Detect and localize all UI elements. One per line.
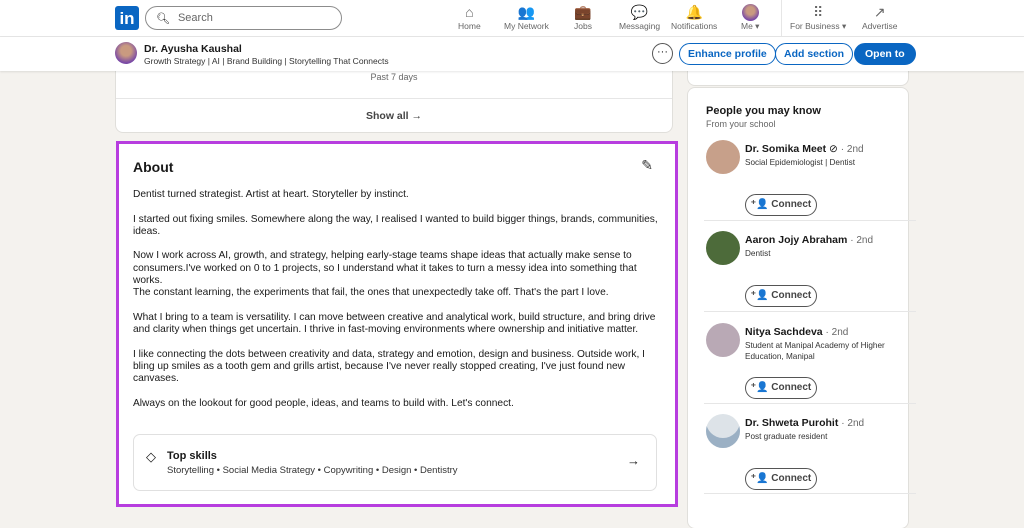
person-name[interactable]: Dr. Somika Meet ⊘ · 2nd (745, 143, 864, 155)
profile-avatar (115, 42, 137, 64)
pymk-subtitle: From your school (706, 119, 776, 129)
about-title: About (133, 159, 174, 175)
bell-icon: 🔔 (685, 4, 703, 20)
nav-jobs[interactable] (574, 4, 592, 31)
nav-for-business[interactable] (790, 4, 846, 32)
add-person-icon: ⁺👤 (750, 199, 769, 210)
more-button[interactable]: ··· (652, 43, 673, 64)
connect-button[interactable]: ⁺👤 Connect (745, 377, 817, 399)
avatar[interactable] (706, 414, 740, 448)
nav-my-network[interactable] (504, 4, 549, 31)
briefcase-icon: 💼 (574, 4, 592, 20)
verified-icon: ⊘ (829, 143, 838, 155)
advertise-icon: ↗ (873, 4, 886, 20)
search-placeholder: Search (177, 12, 213, 24)
person-headline: Student at Manipal Academy of Higher Education, Manipal (745, 341, 885, 361)
avatar (741, 4, 759, 21)
nav-label: Jobs (574, 21, 592, 31)
nav-messaging[interactable] (619, 4, 660, 31)
nav-home[interactable] (458, 4, 481, 31)
show-all-link[interactable]: Show all → (365, 110, 422, 122)
about-paragraph: Dentist turned strategist. Artist at heart. Storyteller by instinct. (133, 189, 409, 200)
about-paragraph: I like connecting the dots between creativity and data, strategy and emotion, design and business. Outside work, I bling up smiles as a tooth gem and grills artist, because I've never really stopped creating, I've just found new canvases. (133, 348, 645, 385)
nav-label: Messaging (619, 21, 661, 31)
divider (704, 493, 916, 494)
enhance-profile-button[interactable]: Enhance profile (679, 43, 776, 65)
nav-label: Me ▾ (741, 21, 760, 31)
profile-headline: Growth Strategy | AI | Brand Building | Storytelling That Connects (144, 56, 389, 66)
connect-button[interactable]: ⁺👤 Connect (745, 194, 817, 216)
person-name[interactable]: Aaron Jojy Abraham · 2nd (745, 234, 874, 246)
nav-notifications[interactable] (671, 4, 717, 31)
nav-label: Advertise (862, 21, 898, 31)
edit-pencil-icon[interactable]: ✎ (641, 157, 653, 173)
person-headline: Social Epidemiologist | Dentist (745, 158, 855, 167)
about-paragraph: Always on the lookout for good people, ideas, and teams to build with. Let's connect. (133, 398, 514, 410)
avatar[interactable] (706, 140, 740, 174)
connect-button[interactable]: ⁺👤 Connect (745, 285, 817, 307)
nav-label: For Business ▾ (790, 21, 847, 31)
network-icon: 👥 (517, 4, 536, 20)
diamond-icon: ◇ (146, 449, 156, 464)
person-headline: Dentist (745, 249, 771, 258)
people-you-may-know (688, 88, 908, 528)
nav-me[interactable] (741, 4, 759, 32)
add-person-icon: ⁺👤 (750, 290, 769, 301)
nav-advertise[interactable] (862, 4, 897, 31)
about-text (133, 189, 663, 423)
top-skills-list: Storytelling • Social Media Strategy • Copywriting • Design • Dentistry (167, 465, 458, 476)
nav-divider (781, 0, 782, 37)
divider (704, 220, 916, 221)
period-label: Past 7 days (370, 72, 418, 82)
message-icon: 💬 (630, 4, 649, 20)
linkedin-logo[interactable]: in (115, 6, 139, 30)
about-paragraph: Now I work across AI, growth, and strategy, helping early-stage teams shape ideas that actually make sense to consumers.I've worked on 0 to 1 projects, so I understand what it takes to turn a messy idea into something that works. The constant learning, the experiments that fail, the ones that unexpectedly take off. That's the part I love. (133, 250, 637, 299)
top-nav (0, 0, 1024, 37)
about-paragraph: I started out fixing smiles. Somewhere along the way, I realised I wanted to build bigger things, brands, communities, ideas. (133, 213, 658, 237)
divider (704, 403, 916, 404)
about-section (116, 141, 678, 507)
top-skills-card[interactable] (133, 434, 657, 491)
arrow-right-icon[interactable]: → (627, 453, 640, 468)
person-name[interactable]: Dr. Shweta Purohit · 2nd (745, 417, 865, 429)
add-section-button[interactable]: Add section (775, 43, 853, 65)
avatar[interactable] (706, 323, 740, 357)
profile-name: Dr. Ayusha Kaushal (144, 43, 242, 55)
search-input[interactable] (145, 6, 342, 30)
connect-button[interactable]: ⁺👤 Connect (745, 468, 817, 490)
top-skills-title: Top skills (167, 450, 217, 462)
divider (704, 311, 916, 312)
pymk-title: People you may know (706, 105, 821, 117)
home-icon: ⌂ (465, 4, 474, 20)
add-person-icon: ⁺👤 (750, 382, 769, 393)
about-paragraph: What I bring to a team is versatility. I can move between creative and analytical work, build structure, and bring drive and clarity when things get uncertain. I thrive in fast-moving environments where ownership and initiative matter. (133, 311, 656, 336)
person-headline: Post graduate resident (745, 432, 828, 441)
nav-label: My Network (504, 21, 549, 31)
add-person-icon: ⁺👤 (750, 473, 769, 484)
person-name[interactable]: Nitya Sachdeva · 2nd (745, 326, 849, 338)
divider (116, 98, 672, 99)
nav-label: Home (458, 21, 481, 31)
search-icon: 🔍︎ (156, 12, 170, 25)
nav-label: Notifications (671, 21, 718, 31)
avatar[interactable] (706, 231, 740, 265)
open-to-button[interactable]: Open to (854, 43, 916, 65)
grid-icon: ⠿ (812, 4, 824, 20)
